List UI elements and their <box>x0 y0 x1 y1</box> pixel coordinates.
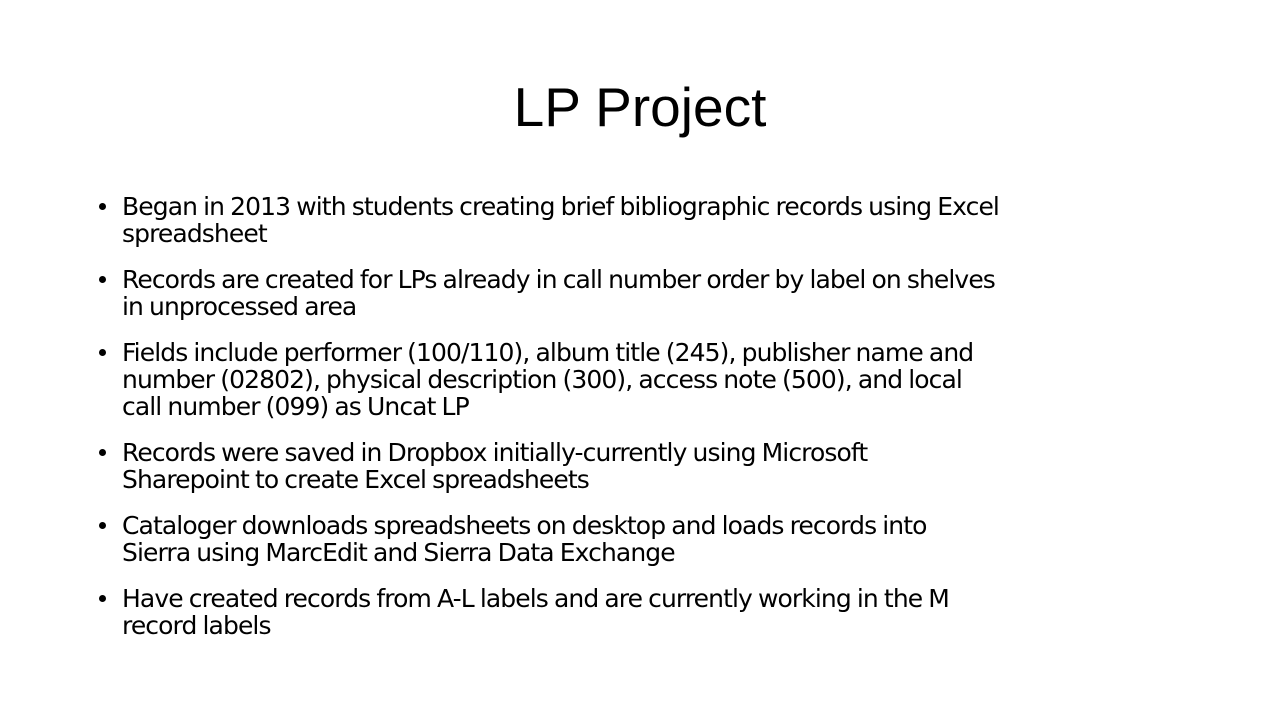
bullet-item <box>96 585 1196 639</box>
bullet-text-line: in unprocessed area <box>122 292 357 321</box>
bullet-text-line: Began in 2013 with students creating brief bibliographic records using Excel <box>122 192 999 221</box>
bullet-text-line: Have created records from A-L labels and are currently working in the M <box>122 584 949 613</box>
bullet-text-line: Sharepoint to create Excel spreadsheets <box>122 465 589 494</box>
bullet-text-line: spreadsheet <box>122 219 267 248</box>
bullet-item <box>96 193 1196 247</box>
bullet-text-line: Sierra using MarcEdit and Sierra Data Exchange <box>122 538 675 567</box>
bullet-text-line: Fields include performer (100/110), album title (245), publisher name and <box>122 338 974 367</box>
bullet-item <box>96 439 1196 493</box>
bullet-item <box>96 339 1196 420</box>
bullet-text-line: record labels <box>122 611 271 640</box>
bullet-dot-icon <box>99 276 106 283</box>
bullet-text-line: call number (099) as Uncat LP <box>122 392 469 421</box>
bullet-dot-icon <box>99 595 106 602</box>
bullet-text-line: Records were saved in Dropbox initially-currently using Microsoft <box>122 438 868 467</box>
slide-title: LP Project <box>513 76 767 138</box>
bullet-text-line: Cataloger downloads spreadsheets on desktop and loads records into <box>122 511 927 540</box>
bullet-text-line: Records are created for LPs already in call number order by label on shelves <box>122 265 995 294</box>
bullet-text-line: number (02802), physical description (300), access note (500), and local <box>122 365 962 394</box>
bullet-dot-icon <box>99 522 106 529</box>
bullet-item <box>96 266 1196 320</box>
bullet-list <box>96 193 1196 658</box>
bullet-dot-icon <box>99 203 106 210</box>
bullet-item <box>96 512 1196 566</box>
bullet-dot-icon <box>99 449 106 456</box>
bullet-dot-icon <box>99 349 106 356</box>
